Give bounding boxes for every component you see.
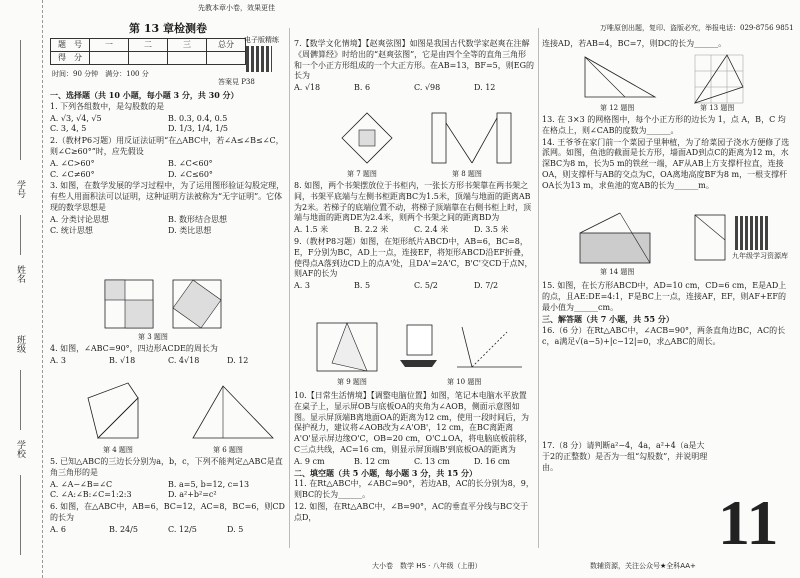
question-3: 3. 如图，在数学发展的学习过程中，为了运用图形验证勾股定理，有些人用面积法可以证明，这种证明方法被称为“无字证明”。它体现的数学思想是 [50,181,285,212]
question-8: 8. 如图，两个书架摆放位于书柜内，一张长方形书架靠在两书架之间，书架平底端与左侧书柜距离BC为1.5米，顶端与地面的距离AB为2米。若梯子的底端位置不动，将梯子顶端靠在右侧书柜上时，顶端与地面的距离DE为2.4米，则两个书架之间的距离BD为 [294,181,532,223]
margin-class-label: 班级 [15,335,25,353]
question-5: 5. 已知△ABC的三边长分别为a，b，c，下列不能判定△ABC是直角三角形的是 [50,457,283,477]
questions-13-14 [542,114,792,193]
margin-line [20,40,21,160]
option: B. 5 [354,281,371,291]
option: D. ∠C≤60° [168,169,213,179]
option: B. 2.2 米 [354,225,389,235]
option: A. 3 [294,281,310,291]
section-1-cont [50,343,286,367]
margin-name-label: 姓名 [15,265,25,283]
options [50,114,286,136]
option: D. 7/2 [474,281,499,291]
question-6: 6. 如图，在△ABC中，AB=6，BC=12，AC=8，BC=6，则CD的长为 [50,502,285,522]
options [50,356,286,367]
question-9: 9.（教材P8习题）如图，在矩形纸片ABCD中，AB=6，BC=8，E，F分别为BC，AD上一点，连接EF，将矩形ABCD沿EF折叠，使得点A落到边CD上的点A'处，且DA'=2A'C，B'C'交CD于点N，则AF的长为 [294,236,533,279]
option: C. 5/2 [414,281,438,291]
score-cell: 题 号 [51,39,90,52]
option: A. 1.5 米 [294,225,329,235]
column-2 [292,0,537,570]
figure-caption: 第 10 题图 [447,378,482,386]
option: D. 12 [227,355,249,365]
questions-10-12 [294,390,534,525]
figure-6-diagram [183,378,283,448]
question-7: 7.【数学文化情境】【赵爽弦图】如图是我国古代数学家赵爽在注解《周髀算经》时给出的“赵爽弦图”，它是由四个全等的直角三角形和一个小正方形组成的一个大正方形。在AB=13，BF=5，则EG的长为 [294,39,534,81]
figure-caption: 第 14 题图 [600,268,635,276]
option: D. 16 cm [474,456,511,466]
score-cell: 一 [90,39,129,52]
question-10: 10.【日常生活情境】【调整电脑位置】如图，笔记本电脑水平放置在桌子上，显示屏OB与底板OA的夹角为∠AOB，侧面示意图如图。显示屏顶端B离地面OA的距离为12 cm，使用一段时间后，为保护视力，建议将∠AOB改为∠A'OB'，12 cm，在BC离距离A'O'显示屏边缘O'C，OB=20 cm，O'C⊥OA，将电脑底板前移，C三点共线，AC=16 cm，则显示屏顶端B'到底板OA的距离为 [294,391,533,454]
options [294,457,534,468]
question-11: 11. 在Rt△ABC中，∠ABC=90°，若边AB，AC的长分别为8，9，则BC的长为______。 [294,479,534,500]
question-12-cont: 连接AD，若AB=4，BC=7，则DC的长为______。 [542,39,727,48]
options [50,215,286,237]
column-3 [540,0,795,570]
option: B. √18 [109,355,136,365]
option: A. ∠A−∠B=∠C [50,479,113,489]
figure-15-diagram [690,210,730,265]
figure-7-diagram [332,108,402,168]
question-2: 2.（教材P6习题）用反证法证明“在△ABC中，若∠A≤∠B≤∠C，则∠C≥60°”时，应先假设 [50,136,284,156]
margin-line [20,370,21,430]
figure-8-diagram [427,108,517,168]
qr-caption: 电子版精练 [244,36,279,44]
option: D. 1/3, 1/4, 1/5 [168,124,229,134]
option: D. 类比思想 [168,225,212,235]
option: C. 统计思想 [50,225,93,235]
score-cell [207,52,246,65]
question-4: 4. 如图，∠ABC=90°，四边形ACDE的周长为 [50,344,218,353]
figure-caption: 第 13 题图 [700,104,735,112]
margin-line [20,475,21,555]
binding-margin [0,0,43,578]
figure-caption: 第 6 题图 [213,446,243,454]
score-cell: 二 [129,39,168,52]
options [294,281,534,292]
options [50,159,286,181]
page-number: 11 [718,487,779,558]
page-footer: 大小卷 数学 HS · 八年级（上册） [372,562,482,570]
option: B. 12 cm [354,456,390,466]
figure-9-diagram [312,318,392,376]
figure-10-side-diagram [452,322,527,372]
options [50,480,286,502]
option: C. 3, 4, 5 [50,124,87,134]
figure-caption: 第 12 题图 [600,104,635,112]
figure-caption: 第 9 题图 [337,378,367,386]
question-17: 17.（8 分）请判断a²−4，4a，a²+4（a是大于2的正整数）是否为一组“勾股数”，并说明理由。 [542,441,708,472]
section-title: 二、填空题（共 5 小题，每小题 3 分，共 15 分） [294,467,477,478]
option: C. 2.4 米 [414,225,449,235]
option: A. 9 cm [294,456,325,466]
question-16: 16.（6 分）在Rt△ABC中，∠ACB=90°，两条直角边BC，AC的长c，a满足√(a−5)+|c−12|=0，求△ABC的周长。 [542,326,786,346]
question-12: 12. 如图，在Rt△ABC中，∠B=90°，AC的垂直平分线与BC交于点D， [294,501,529,522]
question-14: 14. 王爷爷在家门前一个菜园子里种植，为了给菜园子浇水方便修了选派网。如图，鱼池的截面是长方形，墙面AD到点C的距离为12 m，水深BC为8 m，长为5 m的铁丝一端，AF从AB上方支撑杆拉直，连接OA，则支撑杆与AB的交点为C，OA离地高度BF为8 m，一根支撑杆OA长为13 m，求鱼池的宽AB的长为______m。 [542,137,790,190]
option: B. 0.3, 0.4, 0.5 [168,113,228,123]
option: D. 3.5 米 [474,225,509,235]
options [50,525,286,536]
option: A. √3, √4, √5 [50,113,102,123]
margin-number-label: 学号 [15,180,25,198]
questions-15-16 [542,280,792,349]
options [294,225,534,236]
margin-school-label: 学校 [15,440,25,458]
option: B. 数形结合思想 [168,214,227,224]
options [294,83,534,94]
question-15: 15. 如图，在长方形ABCD中，AD=10 cm，CD=6 cm，E是AD上的点，且AE:DE=4:1，F是BC上一点，连接AF，EF，则AF+EF的最小值为______cm。 [542,281,787,312]
option: C. 4√18 [168,355,200,365]
figure-14-diagram [570,208,690,268]
option: A. 分类讨论思想 [50,214,109,224]
header-slogan: 先教本章小卷，效果更佳 [198,4,275,12]
figure-caption: 第 8 题图 [452,170,482,178]
option: B. ∠C<60° [168,158,213,168]
section-title: 三、解答题（共 7 小题，共 55 分） [542,314,674,325]
option: B. 24/5 [109,524,138,534]
score-cell: 得 分 [51,52,90,65]
header-contact: 万唯原创出题，复印、盗版必究，举报电话：029-8756 9851 [600,24,794,32]
score-table [50,38,246,65]
option: D. 5 [227,524,244,534]
option: C. 12/5 [168,524,197,534]
option: B. a=5, b=12, c=13 [168,479,250,489]
exam-meta: 时间：90 分钟 满分：100 分 [52,70,149,78]
section-title: 一、选择题（共 10 小题，每小题 3 分，共 30 分） [50,90,239,100]
option: C. ∠C≠60° [50,169,95,179]
figure-10-laptop-diagram [397,320,442,370]
option: D. 12 [474,83,496,93]
section-1 [50,90,286,236]
qr-code-icon [735,216,769,250]
option: A. ∠C>60° [50,158,95,168]
score-cell [129,52,168,65]
answer-ref: 答案見 P38 [218,78,255,86]
figure-4-diagram [78,378,168,448]
score-cell [90,52,129,65]
figure-13-grid [690,50,750,105]
option: B. 6 [354,83,371,93]
option: A. 6 [50,524,66,534]
exam-title: 第 13 章检测卷 [129,22,207,35]
question-13: 13. 在 3×3 的网格图中，每个小正方形的边长为 1，点 A，B，C 均在格点上，则∠CAB的度数为______。 [542,115,786,135]
page-footer: 数辅资源，关注公众号★全科AA+ [590,562,696,570]
option: D. a²+b²=c² [168,490,217,500]
column-divider [289,28,290,548]
figure-caption: 第 4 题图 [103,446,133,454]
figure-12-diagram [580,52,660,102]
option: A. 3 [50,355,66,365]
column-divider [538,28,539,548]
qr-code-icon [246,46,272,72]
option: C. 13 cm [414,456,450,466]
score-cell [168,52,207,65]
questions-8-9 [294,180,534,292]
column-1 [48,0,288,560]
questions-7-8 [294,38,534,94]
score-cell: 总分 [207,39,246,52]
option: C. ∠A:∠B:∠C=1:2:3 [50,490,132,500]
figure-caption: 第 7 题图 [347,170,377,178]
question-1: 1. 下列各组数中，是勾股数的是 [50,101,165,111]
section-1-cont2 [50,456,286,536]
figure-3-diagram [103,278,233,330]
qr-caption: 九年级学习资源库 [732,252,788,260]
option: C. √98 [414,83,441,93]
figure-caption: 第 3 题图 [138,333,168,341]
option: A. √18 [294,83,321,93]
margin-line [20,215,21,255]
score-cell: 三 [168,39,207,52]
